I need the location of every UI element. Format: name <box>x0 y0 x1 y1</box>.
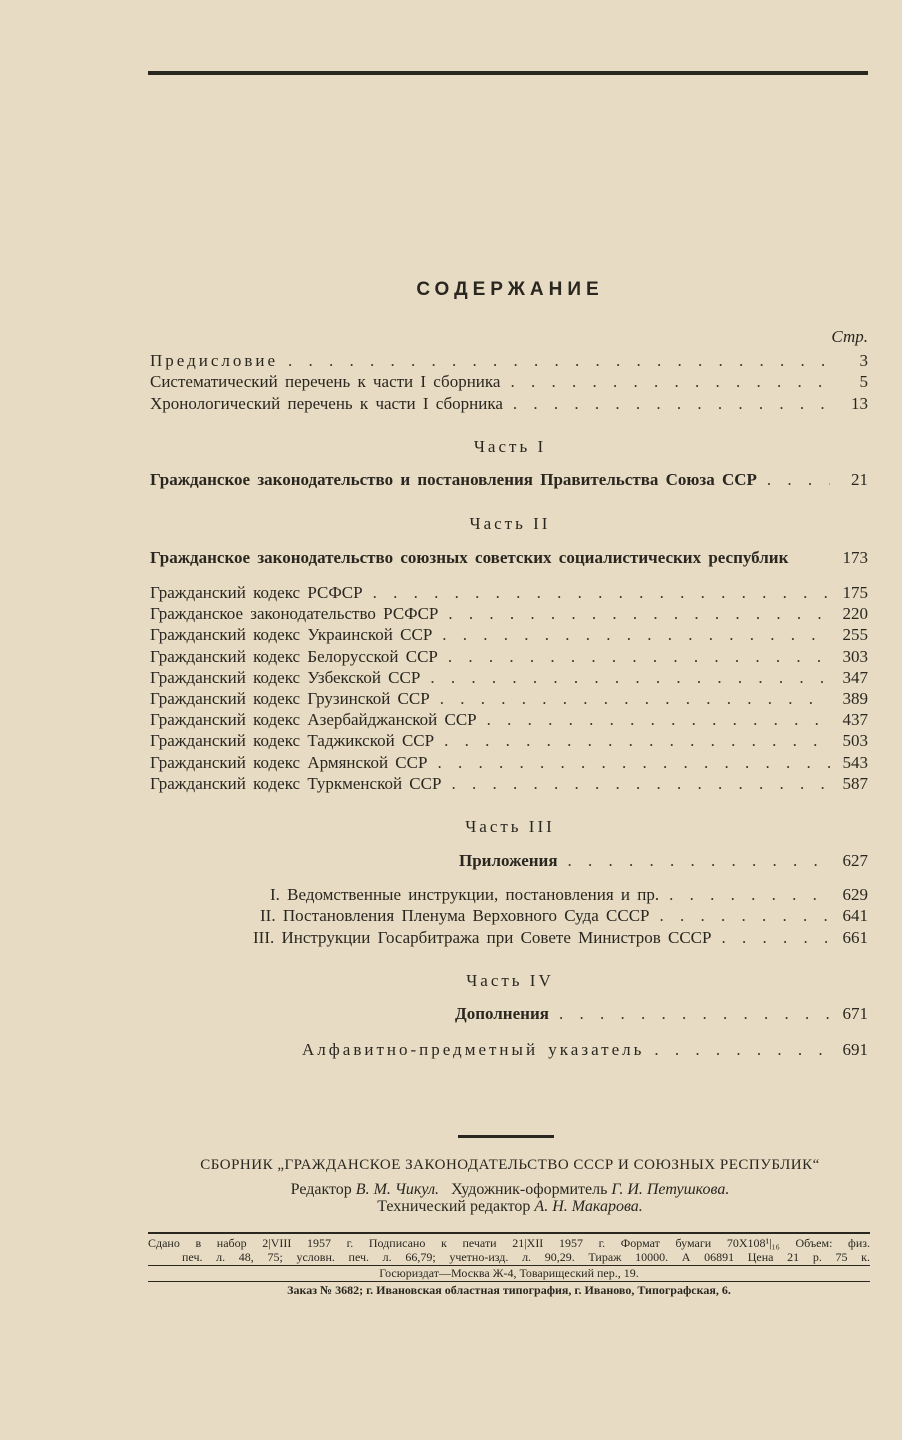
toc-entry-page: 543 <box>842 753 868 772</box>
toc-entry <box>260 906 868 928</box>
toc-entry-label: II. Постановления Пленума Верховного Суда СССР <box>260 906 650 925</box>
toc-entry <box>150 625 868 647</box>
page-title: СОДЕРЖАНИЕ <box>416 279 604 300</box>
toc-entry-page: 661 <box>842 928 868 947</box>
leader-dots <box>767 470 830 490</box>
toc-entry-label: Гражданский кодекс Белорусской ССР <box>150 647 438 666</box>
leader-dots <box>442 625 830 645</box>
toc-entry-label: Гражданский кодекс Туркменской ССР <box>150 774 442 793</box>
toc-entry-label: Гражданский кодекс Азербайджанской ССР <box>150 710 477 729</box>
toc-entry-label: Систематический перечень к части I сборника <box>150 372 501 391</box>
tech-editor-label: Технический редактор <box>377 1198 531 1215</box>
leader-dots <box>568 851 830 871</box>
toc-entry-page: 437 <box>842 710 868 729</box>
toc-entry-page: 641 <box>842 906 868 925</box>
toc-entry-label: Гражданский кодекс Таджикской ССР <box>150 731 435 750</box>
toc-entry-page: 629 <box>842 885 868 904</box>
toc-entry-page: 503 <box>842 731 868 750</box>
leader-dots <box>448 647 830 667</box>
leader-dots <box>669 885 830 905</box>
toc-entry <box>150 689 868 711</box>
toc-entry <box>150 548 868 570</box>
toc-entry <box>150 731 868 753</box>
toc-entry-page: 3 <box>859 351 868 370</box>
toc-entry-page: 173 <box>842 548 868 567</box>
tech-editor-name: А. Н. Макарова. <box>534 1198 643 1215</box>
artist-name: Г. И. Петушкова. <box>611 1181 730 1198</box>
toc-entry-page: 691 <box>842 1040 868 1059</box>
toc-entry-label: Гражданский кодекс Армянской ССР <box>150 753 428 772</box>
toc-entry-label: I. Ведомственные инструкции, постановления и пр. <box>270 885 660 904</box>
imprint-line: Сдано в набор 2|VIII 1957 г. Подписано к печати 21|XII 1957 г. Формат бумаги 70Х108¹|₁₆ Объем: физ. <box>148 1236 870 1250</box>
toc-entry-label: Гражданское законодательство союзных советских социалистических республик <box>150 548 789 567</box>
toc-entry-label: Приложения <box>459 851 558 870</box>
toc-entry <box>150 647 868 669</box>
part-heading: Часть III <box>465 817 555 836</box>
toc-entry <box>150 668 868 690</box>
toc-entry <box>150 583 868 605</box>
toc-entry-page: 389 <box>842 689 868 708</box>
leader-dots <box>451 774 830 794</box>
toc-entry <box>150 372 868 394</box>
artist-label: Художник-оформитель <box>451 1181 608 1198</box>
imprint-line: Госюриздат—Москва Ж-4, Товарищеский пер., 19. <box>379 1266 639 1280</box>
leader-dots <box>430 668 830 688</box>
leader-dots <box>437 753 830 773</box>
toc-entry-page: 671 <box>842 1004 868 1023</box>
toc-entry <box>150 710 868 732</box>
toc-entry-page: 5 <box>859 372 868 391</box>
toc-entry-page: 220 <box>842 604 868 623</box>
toc-entry-label: Гражданский кодекс Узбекской ССР <box>150 668 421 687</box>
toc-entry-page: 627 <box>842 851 868 870</box>
toc-entry-label: Предисловие <box>150 351 279 370</box>
toc-entry-label: Гражданский кодекс Грузинской ССР <box>150 689 430 708</box>
part-heading: Часть IV <box>466 971 554 990</box>
colophon-credits <box>0 1181 902 1199</box>
toc-entry-label: Хронологический перечень к части I сборника <box>150 394 503 413</box>
leader-dots <box>448 604 830 624</box>
leader-dots <box>373 583 830 603</box>
imprint-rule <box>148 1281 870 1282</box>
toc-entry <box>150 470 868 492</box>
toc-entry-label: Алфавитно-предметный указатель <box>302 1040 645 1059</box>
leader-dots <box>659 906 830 926</box>
leader-dots <box>559 1004 830 1024</box>
leader-dots <box>487 710 830 730</box>
leader-dots <box>721 928 830 948</box>
toc-entry <box>459 851 868 873</box>
colophon-title: СБОРНИК „ГРАЖДАНСКОЕ ЗАКОНОДАТЕЛЬСТВО СССР И СОЮЗНЫХ РЕСПУБЛИК“ <box>200 1157 820 1173</box>
toc-entry-page: 13 <box>851 394 868 413</box>
toc-entry <box>150 394 868 416</box>
toc-entry-page: 347 <box>842 668 868 687</box>
leader-dots <box>513 394 830 414</box>
toc-entry <box>455 1004 868 1026</box>
toc-entry <box>302 1040 868 1062</box>
colophon-tech-editor <box>0 1198 902 1216</box>
leader-dots <box>510 372 830 392</box>
toc-entry <box>150 753 868 775</box>
toc-entry <box>150 774 868 796</box>
toc-entry <box>253 928 868 950</box>
leader-dots <box>654 1040 830 1060</box>
toc-entry <box>150 604 868 626</box>
editor-label: Редактор <box>290 1181 352 1198</box>
toc-entry <box>270 885 868 907</box>
imprint-line: Заказ № 3682; г. Ивановская областная типография, г. Иваново, Типографская, 6. <box>287 1283 731 1297</box>
imprint-line: печ. л. 48, 75; условн. печ. л. 66,79; учетно-изд. л. 90,29. Тираж 10000. А 06891 Цена 21 р. 75 к. <box>182 1250 870 1264</box>
imprint-rule <box>148 1232 870 1234</box>
part-heading: Часть I <box>473 437 547 456</box>
toc-entry-label: Гражданский кодекс РСФСР <box>150 583 363 602</box>
divider-rule <box>458 1135 554 1138</box>
toc-entry <box>150 351 868 373</box>
leader-dots <box>444 731 830 751</box>
toc-entry-label: Гражданское законодательство РСФСР <box>150 604 439 623</box>
top-rule <box>148 71 868 75</box>
toc-entry-page: 303 <box>842 647 868 666</box>
toc-entry-page: 175 <box>842 583 868 602</box>
toc-entry-label: Гражданское законодательство и постановления Правительства Союза ССР <box>150 470 757 489</box>
leader-dots <box>440 689 830 709</box>
toc-entry-page: 255 <box>842 625 868 644</box>
editor-name: В. М. Чикул. <box>355 1181 440 1198</box>
toc-entry-label: Дополнения <box>455 1004 549 1023</box>
page-column-label: Стр. <box>831 327 868 346</box>
toc-entry-label: Гражданский кодекс Украинской ССР <box>150 625 433 644</box>
leader-dots <box>288 351 830 371</box>
toc-entry-label: III. Инструкции Госарбитража при Совете Министров СССР <box>253 928 712 947</box>
toc-entry-page: 21 <box>851 470 868 489</box>
toc-entry-page: 587 <box>842 774 868 793</box>
part-heading: Часть II <box>469 514 551 533</box>
